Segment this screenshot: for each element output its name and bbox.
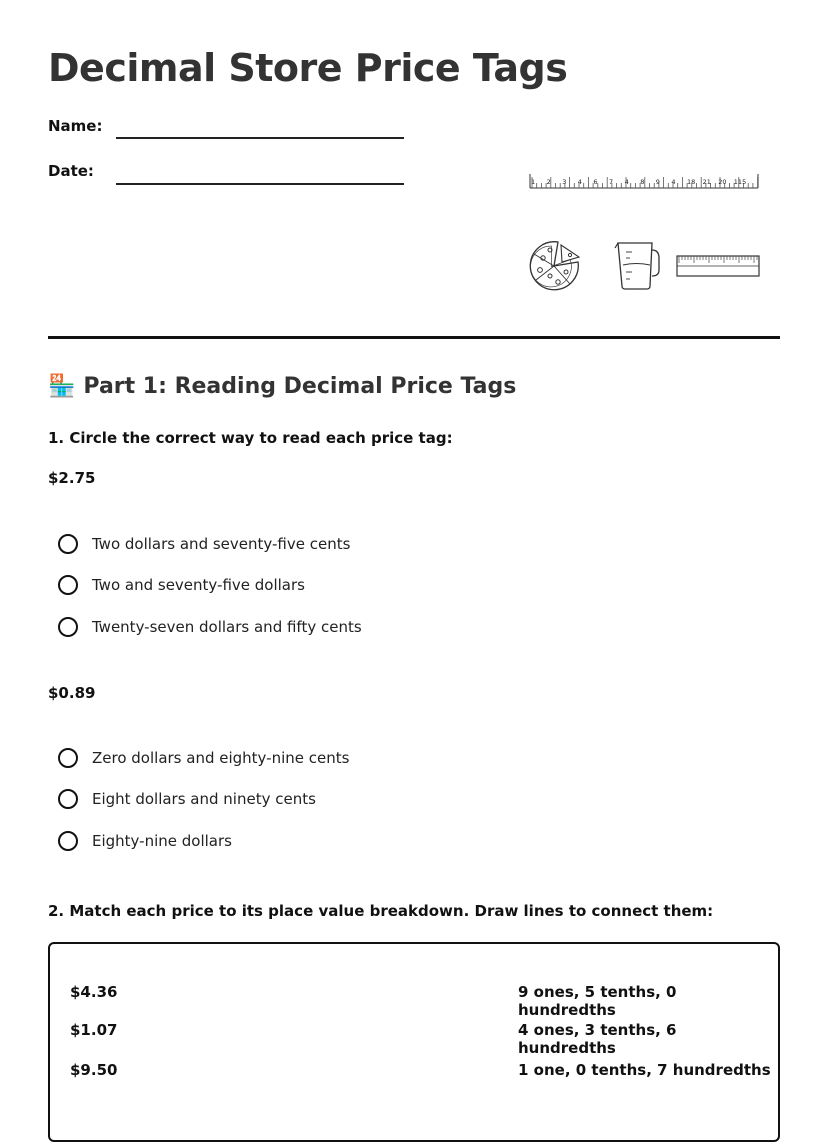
option-label: Zero dollars and eighty-nine cents bbox=[92, 749, 350, 767]
answer-option[interactable] bbox=[58, 532, 350, 556]
ruler-number: 18 bbox=[687, 178, 696, 186]
price-tag: $0.89 bbox=[48, 684, 96, 702]
radio-circle[interactable] bbox=[58, 534, 78, 554]
radio-circle[interactable] bbox=[58, 575, 78, 595]
match-price[interactable]: $4.36 bbox=[70, 983, 118, 1001]
option-label: Twenty-seven dollars and fifty cents bbox=[92, 618, 362, 636]
match-breakdown[interactable]: 1 one, 0 tenths, 7 hundredths bbox=[518, 1061, 771, 1079]
answer-option[interactable] bbox=[58, 573, 305, 597]
ruler-number: 6 bbox=[593, 178, 598, 186]
answer-option[interactable] bbox=[58, 787, 316, 811]
match-breakdown[interactable]: 9 ones, 5 tenths, 0 hundredths bbox=[518, 983, 677, 1019]
ruler-number: 4 bbox=[577, 178, 582, 186]
part1-heading bbox=[48, 374, 516, 399]
option-label: Two dollars and seventy-five cents bbox=[92, 535, 351, 553]
ruler-number: 3 bbox=[562, 178, 567, 186]
ruler-number: 9 bbox=[655, 178, 660, 186]
answer-option[interactable] bbox=[58, 746, 349, 770]
part1-heading-text: Part 1: Reading Decimal Price Tags bbox=[83, 374, 517, 399]
ruler-number: 7 bbox=[609, 178, 614, 186]
option-label: Eight dollars and ninety cents bbox=[92, 790, 316, 808]
ruler-icon bbox=[528, 170, 760, 192]
ruler-number: 1 bbox=[531, 178, 536, 186]
name-label: Name: bbox=[48, 117, 103, 135]
match-price[interactable]: $1.07 bbox=[70, 1021, 118, 1039]
date-label: Date: bbox=[48, 162, 94, 180]
answer-option[interactable] bbox=[58, 829, 232, 853]
option-label: Two and seventy-five dollars bbox=[92, 576, 305, 594]
answer-option[interactable] bbox=[58, 615, 362, 639]
matching-box[interactable] bbox=[48, 942, 780, 1142]
radio-circle[interactable] bbox=[58, 617, 78, 637]
radio-circle[interactable] bbox=[58, 789, 78, 809]
radio-circle[interactable] bbox=[58, 831, 78, 851]
radio-circle[interactable] bbox=[58, 748, 78, 768]
match-breakdown[interactable]: 4 ones, 3 tenths, 6 hundredths bbox=[518, 1021, 677, 1057]
ruler-number: 20 bbox=[718, 178, 727, 186]
option-label: Eighty-nine dollars bbox=[92, 832, 232, 850]
ruler-number: 8 bbox=[640, 178, 645, 186]
store-icon: 🏪 bbox=[48, 374, 76, 399]
ruler-number: 115 bbox=[733, 178, 747, 186]
ruler-number: 2 bbox=[546, 178, 551, 186]
worksheet-title: Decimal Store Price Tags bbox=[48, 46, 568, 90]
ruler-number: 4 bbox=[671, 178, 676, 186]
ruler-icon bbox=[676, 254, 760, 278]
date-field[interactable] bbox=[116, 183, 404, 185]
pizza-icon bbox=[528, 240, 582, 292]
price-tag: $2.75 bbox=[48, 469, 96, 487]
ruler-number: 4 bbox=[624, 178, 629, 186]
ruler-number: 21 bbox=[702, 178, 711, 186]
section-divider bbox=[48, 336, 780, 339]
measuring-cup-icon bbox=[612, 240, 662, 292]
question-2-prompt: 2. Match each price to its place value breakdown. Draw lines to connect them: bbox=[48, 902, 714, 920]
name-field[interactable] bbox=[116, 137, 404, 139]
match-price[interactable]: $9.50 bbox=[70, 1061, 118, 1079]
question-1-prompt: 1. Circle the correct way to read each price tag: bbox=[48, 429, 453, 447]
